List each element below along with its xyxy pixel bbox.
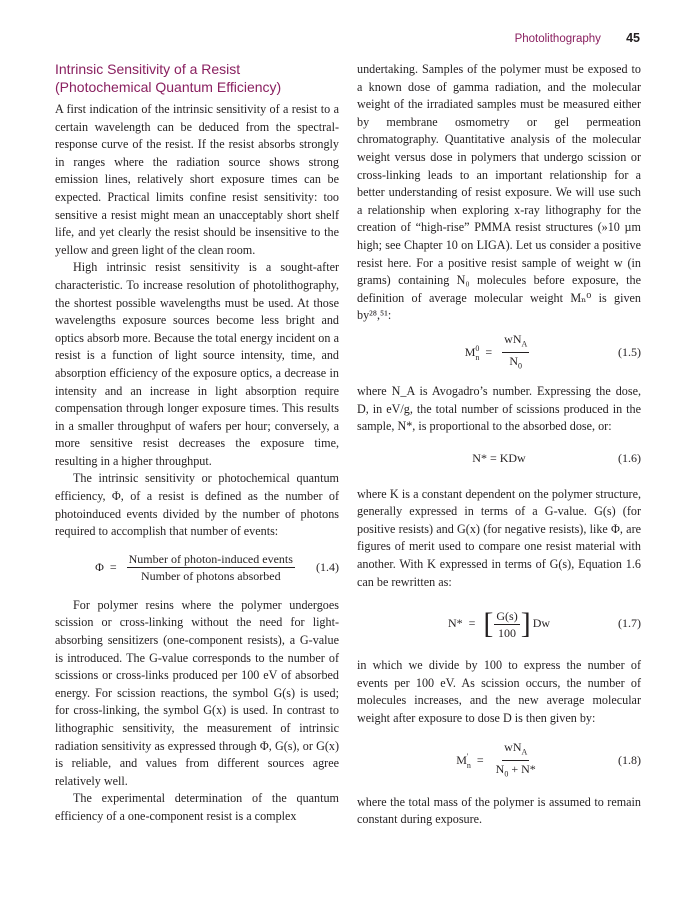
eq-denominator: 100 bbox=[498, 625, 517, 640]
eq-fraction bbox=[502, 332, 529, 374]
eq-numerator: G(s) bbox=[496, 608, 518, 623]
eq-bracket: [ $\frac{G(s)}{100}$ ] bbox=[483, 607, 531, 641]
eq-denominator: Number of photons absorbed bbox=[140, 569, 281, 584]
equation-number: (1.4) bbox=[316, 560, 339, 575]
running-head-section: Photolithography bbox=[514, 33, 601, 45]
eq-equals: = bbox=[468, 616, 476, 631]
running-head bbox=[515, 31, 640, 45]
eq-equals: = bbox=[109, 560, 117, 575]
eq-fraction bbox=[127, 552, 295, 583]
equation-1-7 bbox=[357, 599, 641, 649]
eq-numerator: Number of photon-induced events bbox=[128, 552, 293, 567]
paragraph: where N_A is Avogadro’s number. Expressing the dose, D, in eV/g, the total number of scissions produced in the sample, N*, is proportional to the absorbed dose, or: bbox=[357, 383, 641, 434]
paragraph: undertaking. Samples of the polymer must be exposed to a known dose of gamma radiation, and the molecular weight of the irradiated samples must be measured either by membrane osmometry or gel permeation chromatography. Quantitative analysis of the molecular weight versus dose in polymers that undergo scission or cross-linking leads to an important relationship for a better understanding of resist exposure. We will use such a relationship when exploring x-ray lithography for the creation of “high-rise” PMMA resist structures (»10 µm high; see Chapter 10 on LIGA). Let us consider a positive resist here. For a positive resist sample of weight w (in grams) containing N₀ molecules before exposure, the definition of average molecular weight Mₙ⁰ is given by²⁸,⁵¹: bbox=[357, 62, 641, 323]
paragraph: The intrinsic sensitivity or photochemical quantum efficiency, Φ, of a resist is defined as the number of photoinduced events divided by the number of photons required to accomplish that number of events: bbox=[55, 471, 339, 539]
paragraph: where the total mass of the polymer is assumed to remain constant during exposure. bbox=[357, 794, 641, 827]
paragraph: High intrinsic resist sensitivity is a sought-after characteristic. To increase resolution of photolithography, the shortest possible wavelengths must be used. At those wavelengths exposure sources become less bright and optics absorb more. Because the total energy incident on a resist is a function of light source intensity, time, and absorption efficiency of the exposure optics, a decrease in intensity and an increase in light absorption require compensation through longer exposure times. This results in a smaller throughput of wafers per hour; conversely, a more sensitive resist decreases the exposure time, resulting in a higher throughput. bbox=[55, 260, 339, 468]
equation-1-5 bbox=[357, 331, 641, 375]
paragraph: A first indication of the intrinsic sensitivity of a resist to a certain wavelength can be deduced from the spectral-response curve of the resist. If the resist absorbs strongly in ranges where the radiation source shows strong emission lines, relatively short exposure times can be expected. Practical limits confine resist sensitivity: too sensitive a resist might mean an unacceptably short shelf life, and yet clearly the resist should be insensitive to the yellow and green light of the clean room. bbox=[55, 102, 339, 257]
equation-1-6 bbox=[357, 442, 641, 476]
paragraph: The experimental determination of the quantum efficiency of a one-component resist is a complex bbox=[55, 791, 339, 823]
left-column bbox=[55, 61, 339, 826]
equation-1-4 bbox=[55, 545, 339, 591]
eq-numerator: $wN_A$ bbox=[502, 332, 529, 353]
page-number: 45 bbox=[626, 31, 640, 45]
paragraph: For polymer resins where the polymer undergoes scission or cross-linking without the need for light-absorbing sensitizers (one-component resists), a G-value is introduced. The G-value corresponds to the number of scissions or cross-links produced per 100 eV of absorbed energy. For scission reactions, the symbol G(s) is used; for cross-linking, the symbol G(x) is used. In contrast to lithographic sensitivity, the measurement of intrinsic radiation sensitivity as expressed through Φ, G(s), or G(x) is reliable, and values from different sources agree relatively well. bbox=[55, 597, 339, 788]
paragraph: where K is a constant dependent on the polymer structure, generally expressed in terms of a G-value. G(s) (for positive resists) and G(x) (for negative resists), like Φ, are figures of merit used to compare one resist material with another. With K expressed in terms of G(s), Equation 1.6 can be rewritten as: bbox=[357, 486, 641, 589]
eq-equals: = bbox=[476, 752, 484, 767]
eq-numerator: $wN_A$ bbox=[502, 740, 529, 761]
section-heading bbox=[55, 61, 339, 96]
eq-fraction bbox=[494, 740, 538, 782]
paragraph: in which we divide by 100 to express the number of events per 100 eV. As scission occurs, the number of molecules increases, and the new average molecular weight after exposure to dose D is then given by: bbox=[357, 658, 641, 726]
eq-equals: = bbox=[485, 345, 493, 360]
eq-denominator: $N_0 + N*$ bbox=[495, 762, 536, 779]
equation-number: (1.6) bbox=[618, 450, 641, 465]
eq-denominator: $N_0$ bbox=[509, 354, 523, 371]
section-heading-line2: (Photochemical Quantum Efficiency) bbox=[55, 78, 282, 95]
eq-expression: N* = KDw bbox=[472, 450, 526, 465]
eq-lhs: M ' n bbox=[456, 751, 471, 770]
eq-lhs: N* bbox=[447, 616, 463, 631]
section-heading-line1: Intrinsic Sensitivity of a Resist bbox=[55, 61, 241, 77]
equation-number: (1.5) bbox=[618, 345, 641, 360]
equation-number: (1.8) bbox=[618, 752, 641, 767]
eq-lhs: M 0 n bbox=[464, 344, 480, 363]
eq-lhs: Φ bbox=[95, 560, 104, 575]
equation-1-8 bbox=[357, 736, 641, 786]
eq-tail: Dw bbox=[532, 616, 551, 631]
eq-fraction bbox=[494, 609, 519, 640]
right-column bbox=[357, 61, 641, 829]
equation-number: (1.7) bbox=[618, 616, 641, 631]
